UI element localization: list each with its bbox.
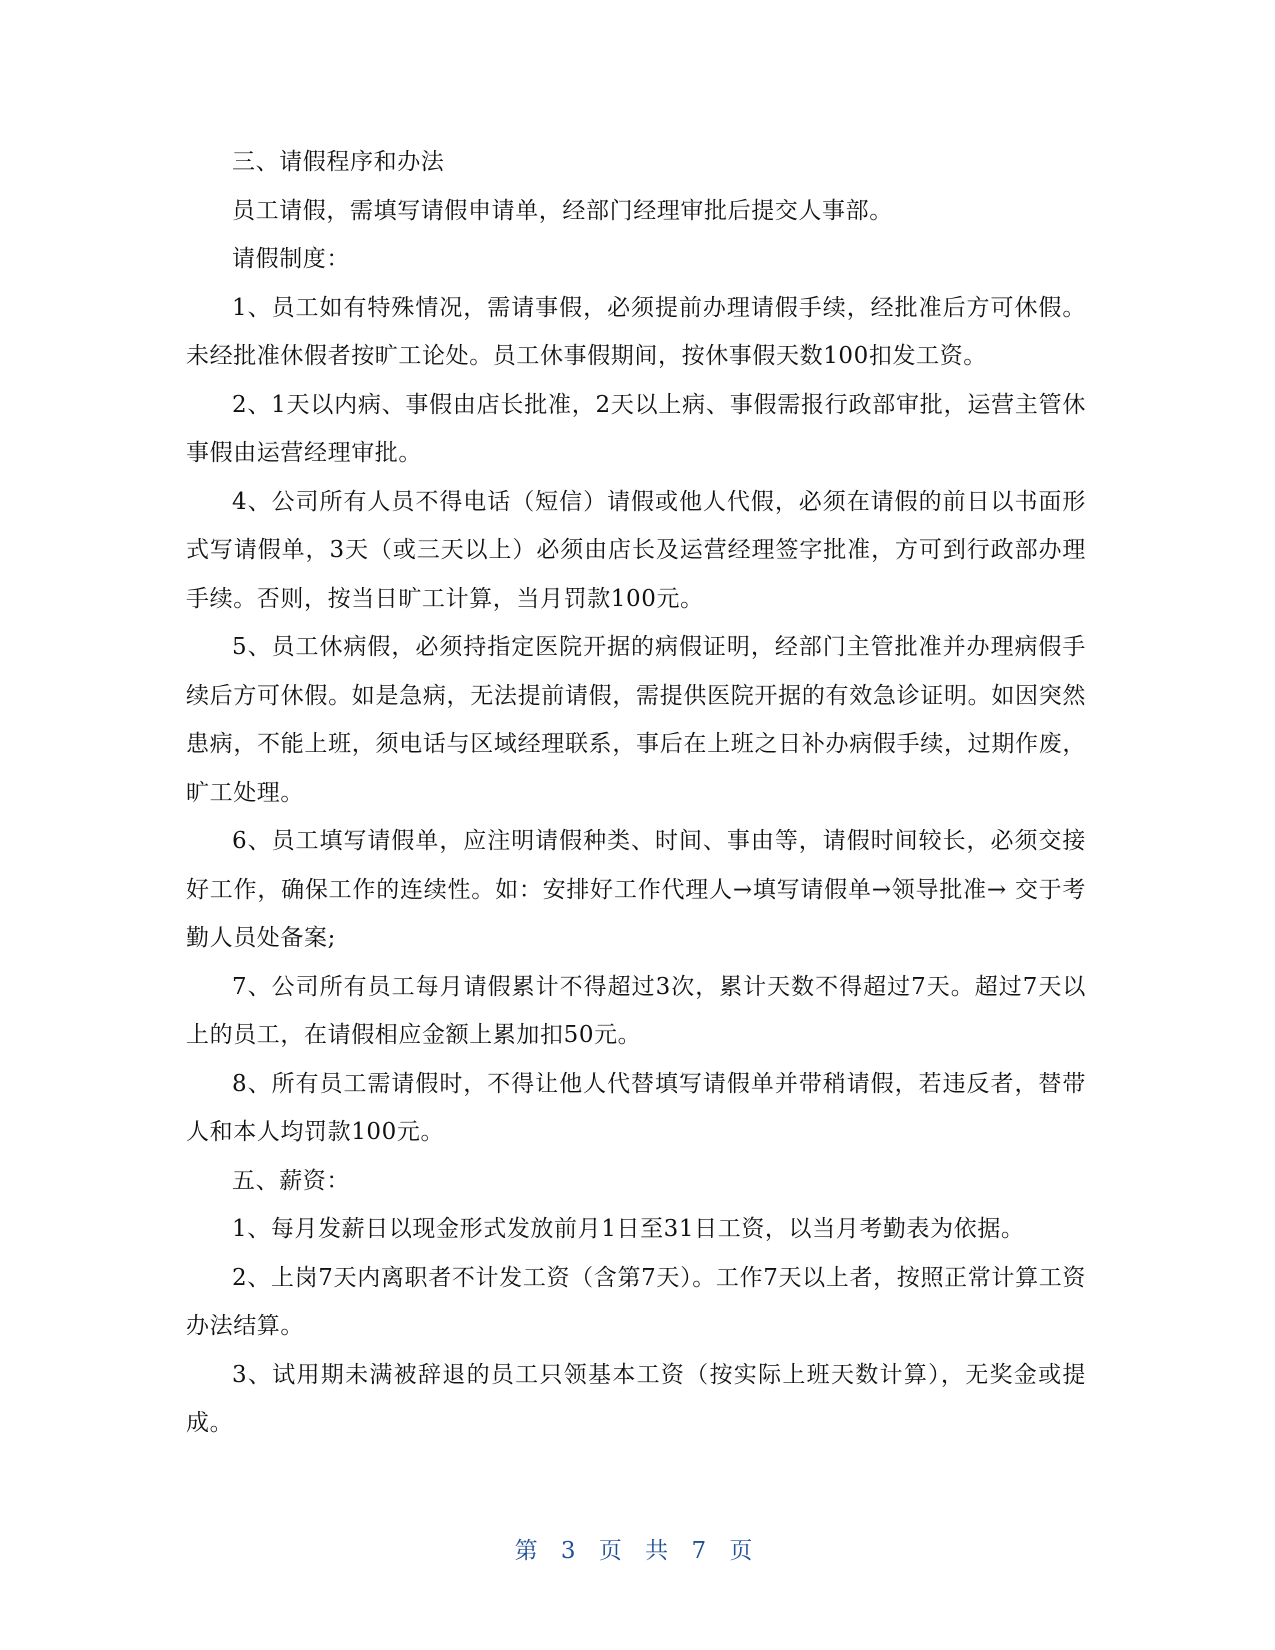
rule-item-5: 5、员工休病假，必须持指定医院开据的病假证明，经部门主管批准并办理病假手续后方可休假。如是急病，无法提前请假，需提供医院开据的有效急诊证明。如因突然患病，不能上班，须电话与区域经理联系，事后在上班之日补办病假手续，过期作废，旷工处理。 (186, 634, 1086, 806)
section-heading-salary: 五、薪资： (232, 1167, 350, 1194)
rule-item-4: 4、公司所有人员不得电话（短信）请假或他人代假，必须在请假的前日以书面形式写请假单，3天（或三天以上）必须由店长及运营经理签字批准，方可到行政部办理手续。否则，按当日旷工计算，当月罚款100元。 (186, 488, 1086, 612)
salary-item-2: 2、上岗7天内离职者不计发工资（含第7天）。工作7天以上者，按照正常计算工资办法结算。 (186, 1264, 1086, 1339)
document-body (186, 138, 1086, 1448)
subheading-leave-rules: 请假制度： (232, 246, 350, 272)
rule-item-6: 6、员工填写请假单，应注明请假种类、时间、事由等，请假时间较长，必须交接好工作，确保工作的连续性。如：安排好工作代理人→填写请假单→领导批准→ 交于考勤人员处备案; (186, 828, 1086, 951)
rule-item-1: 1、员工如有特殊情况，需请事假，必须提前办理请假手续，经批准后方可休假。未经批准休假者按旷工论处。员工休事假期间，按休事假天数100扣发工资。 (186, 294, 1086, 369)
salary-item-3: 3、试用期未满被辞退的员工只领基本工资（按实际上班天数计算），无奖金或提成。 (186, 1361, 1086, 1436)
rule-item-8: 8、所有员工需请假时，不得让他人代替填写请假单并带稍请假，若违反者，替带人和本人均罚款100元。 (186, 1070, 1086, 1145)
section-heading-leave-procedure: 三、请假程序和办法 (232, 149, 445, 175)
paragraph-leave-application: 员工请假，需填写请假申请单，经部门经理审批后提交人事部。 (232, 197, 893, 224)
page-number-footer: 第 3 页 共 7 页 (514, 1538, 761, 1564)
rule-item-2: 2、1天以内病、事假由店长批准，2天以上病、事假需报行政部审批，运营主管休事假由运营经理审批。 (186, 391, 1086, 466)
rule-item-7: 7、公司所有员工每月请假累计不得超过3次，累计天数不得超过7天。超过7天以上的员工，在请假相应金额上累加扣50元。 (186, 973, 1086, 1048)
salary-item-1: 1、每月发薪日以现金形式发放前月1日至31日工资，以当月考勤表为依据。 (232, 1216, 1025, 1242)
